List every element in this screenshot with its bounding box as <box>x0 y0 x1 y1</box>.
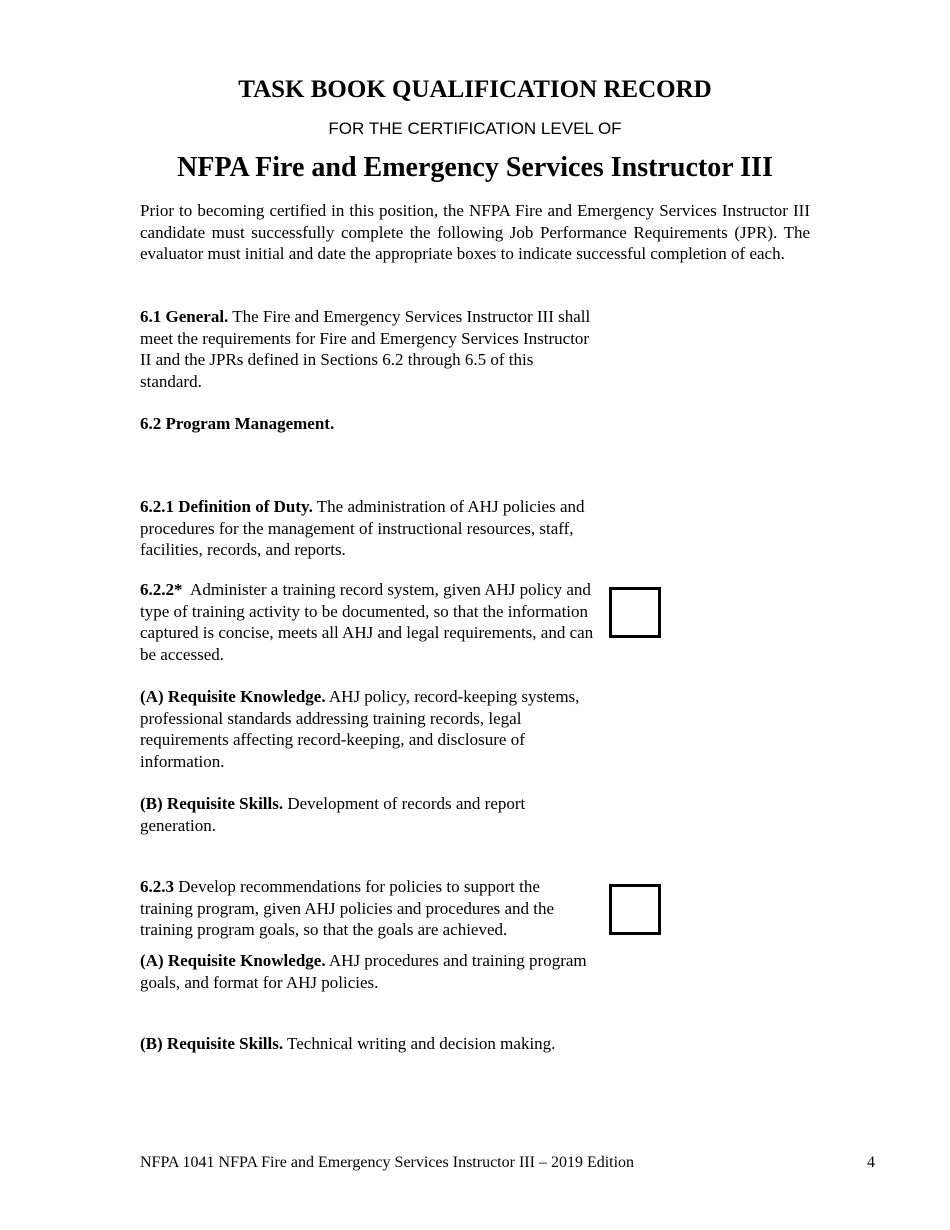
section-6-2-2-text: Administer a training record system, given AHJ policy and type of training activity to be documented, so that the information captured is concise, meets all AHJ and legal requirements, and can be accessed. <box>140 580 598 664</box>
section-6-2 <box>140 413 595 435</box>
section-6-2-2-heading: 6.2.2* <box>140 580 183 599</box>
document-title: TASK BOOK QUALIFICATION RECORD <box>238 76 712 103</box>
completion-checkbox-6-2-2[interactable] <box>609 587 661 638</box>
section-6-2-2-b <box>140 793 595 836</box>
section-6-2-1-text: The administration of AHJ policies and procedures for the management of instructional resources, staff, facilities, records, and reports. <box>140 497 585 559</box>
section-6-2-2 <box>140 579 598 665</box>
section-6-2-2-b-heading: (B) Requisite Skills. <box>140 794 284 813</box>
section-6-2-3 <box>140 876 595 941</box>
section-6-2-2-b-text: Development of records and report generation. <box>140 794 526 835</box>
section-6-2-heading: 6.2 Program Management. <box>140 414 335 433</box>
section-6-2-2-a <box>140 686 595 772</box>
section-6-1 <box>140 306 595 392</box>
page-number: 4 <box>867 1154 875 1171</box>
section-6-2-3-heading: 6.2.3 <box>140 877 174 896</box>
section-6-1-heading: 6.1 General. <box>140 307 229 326</box>
section-6-2-2-a-heading: (A) Requisite Knowledge. <box>140 687 326 706</box>
intro-paragraph: Prior to becoming certified in this position, the NFPA Fire and Emergency Services Instructor III candidate must successfully complete the following Job Performance Requirements (JPR). The evaluator must initial and date the appropriate boxes to indicate successful completion of each. <box>140 201 810 263</box>
section-6-2-2-a-text: AHJ policy, record-keeping systems, professional standards addressing training records, legal requirements affecting record-keeping, and disclosure of information. <box>140 687 580 771</box>
section-6-2-3-a-text: AHJ procedures and training program goals, and format for AHJ policies. <box>140 951 587 992</box>
section-6-2-3-b <box>140 1033 595 1055</box>
section-6-2-3-text: Develop recommendations for policies to support the training program, given AHJ policies and procedures and the training program goals, so that the goals are achieved. <box>140 877 555 939</box>
section-6-2-3-a-heading: (A) Requisite Knowledge. <box>140 951 326 970</box>
section-6-1-text: The Fire and Emergency Services Instructor III shall meet the requirements for Fire and Emergency Services Instructor II and the JPRs defined in Sections 6.2 through 6.5 of this standard. <box>140 307 591 391</box>
footer-text: NFPA 1041 NFPA Fire and Emergency Services Instructor III – 2019 Edition <box>140 1154 635 1171</box>
document-subtitle: FOR THE CERTIFICATION LEVEL OF <box>328 119 622 138</box>
section-6-2-3-b-text: Technical writing and decision making. <box>283 1034 556 1053</box>
section-6-2-3-a <box>140 950 595 993</box>
section-6-2-1 <box>140 496 595 561</box>
completion-checkbox-6-2-3[interactable] <box>609 884 661 935</box>
section-6-2-1-heading: 6.2.1 Definition of Duty. <box>140 497 313 516</box>
certification-level: NFPA Fire and Emergency Services Instructor III <box>177 152 773 183</box>
section-6-2-3-b-heading: (B) Requisite Skills. <box>140 1034 284 1053</box>
